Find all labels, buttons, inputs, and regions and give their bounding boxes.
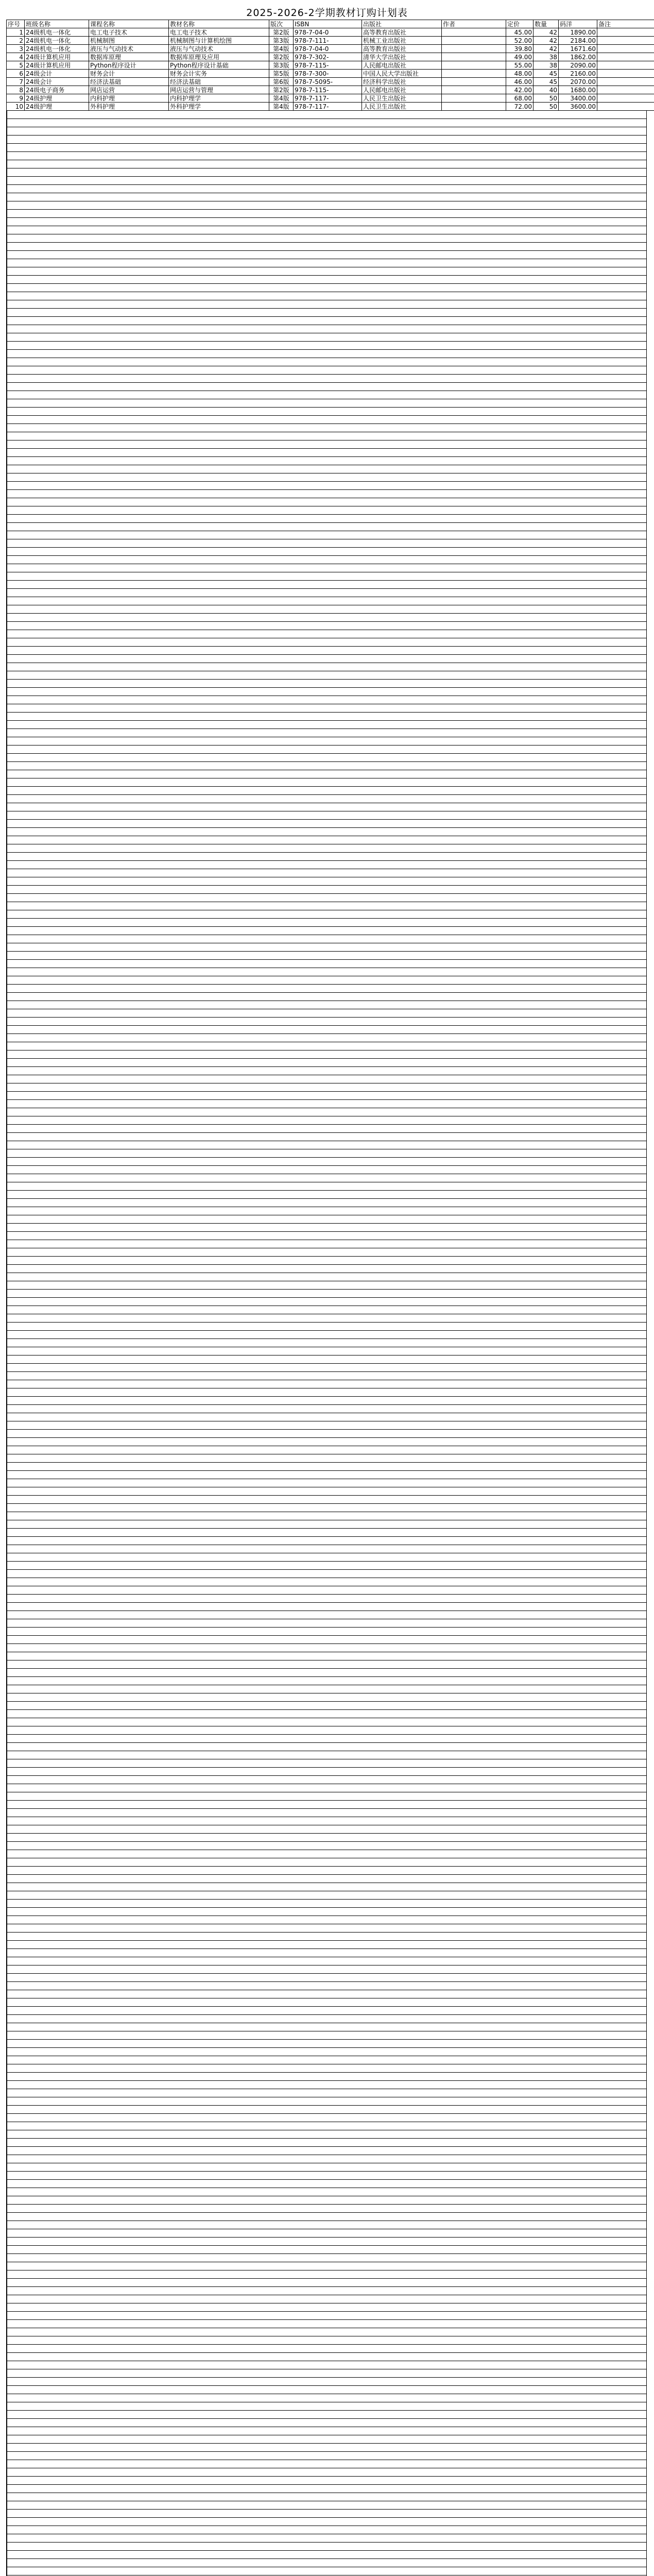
table-cell: 978-7-115- <box>294 61 362 70</box>
table-cell: 72.00 <box>506 103 533 111</box>
table-cell: 978-7-117- <box>294 94 362 103</box>
column-header: ISBN <box>294 20 362 28</box>
table-cell <box>442 61 506 70</box>
table-cell: 液压与气动技术 <box>169 45 269 53</box>
table-cell: 人民卫生出版社 <box>362 94 442 103</box>
table-cell <box>442 37 506 45</box>
table-cell: 经济法基础 <box>169 78 269 86</box>
table-cell: 24级护理 <box>25 103 89 111</box>
table-cell: 48.00 <box>506 70 533 78</box>
table-continuation <box>6 110 647 2576</box>
table-cell: 3400.00 <box>559 94 597 103</box>
table-cell: 45 <box>533 70 559 78</box>
table-cell: 第2版 <box>269 86 294 94</box>
table-cell: 1680.00 <box>559 86 597 94</box>
table-cell: 网店运营与管理 <box>169 86 269 94</box>
table-cell: 9 <box>7 94 25 103</box>
table-cell: 978-7-300- <box>294 70 362 78</box>
table-cell: 42 <box>533 37 559 45</box>
column-header: 定价 <box>506 20 533 28</box>
table-cell: 第2版 <box>269 53 294 61</box>
table-cell: 2090.00 <box>559 61 597 70</box>
table-row <box>7 94 654 103</box>
column-header: 序号 <box>7 20 25 28</box>
table-cell: 外科护理 <box>89 103 169 111</box>
table-cell: 68.00 <box>506 94 533 103</box>
table-cell: 人民邮电出版社 <box>362 86 442 94</box>
table-cell: 1862.00 <box>559 53 597 61</box>
table-cell: 第4版 <box>269 45 294 53</box>
table-cell: 中国人民大学出版社 <box>362 70 442 78</box>
table-cell: 24级电子商务 <box>25 86 89 94</box>
table-cell <box>442 53 506 61</box>
table-row <box>7 37 654 45</box>
table-cell: 第4版 <box>269 94 294 103</box>
table-cell: 978-7-115- <box>294 86 362 94</box>
table-cell: 高等教育出版社 <box>362 28 442 37</box>
table-cell: 978-7-5095- <box>294 78 362 86</box>
table-cell: 财务会计实务 <box>169 70 269 78</box>
table-cell: 24级机电一体化 <box>25 37 89 45</box>
table-cell: 52.00 <box>506 37 533 45</box>
table-cell: 24级计算机应用 <box>25 53 89 61</box>
table-cell <box>442 94 506 103</box>
table-row <box>7 86 654 94</box>
column-header: 班级名称 <box>25 20 89 28</box>
column-header: 出版社 <box>362 20 442 28</box>
table-cell: 经济法基础 <box>89 78 169 86</box>
table-cell: 液压与气动技术 <box>89 45 169 53</box>
table-cell: 电工电子技术 <box>169 28 269 37</box>
column-header: 作者 <box>442 20 506 28</box>
table-cell: 电工电子技术 <box>89 28 169 37</box>
textbook-order-table <box>6 20 654 111</box>
table-cell: 数据库原理及应用 <box>169 53 269 61</box>
table-cell: 6 <box>7 70 25 78</box>
column-header: 版次 <box>269 20 294 28</box>
table-cell: 24级计算机应用 <box>25 61 89 70</box>
table-cell: 42 <box>533 28 559 37</box>
table-cell: 第4版 <box>269 103 294 111</box>
table-row <box>7 53 654 61</box>
table-cell: 55.00 <box>506 61 533 70</box>
table-cell: 10 <box>7 103 25 111</box>
table-cell: 外科护理学 <box>169 103 269 111</box>
table-cell: 39.80 <box>506 45 533 53</box>
table-cell <box>597 103 654 111</box>
table-cell: Python程序设计基础 <box>169 61 269 70</box>
table-cell: Python程序设计 <box>89 61 169 70</box>
table-row <box>7 45 654 53</box>
column-header: 备注 <box>597 20 654 28</box>
page-title: 2025-2026-2学期教材订购计划表 <box>246 7 408 19</box>
table-cell: 机械制图与计算机绘图 <box>169 37 269 45</box>
table-cell: 第5版 <box>269 70 294 78</box>
table-cell <box>597 70 654 78</box>
column-header: 教材名称 <box>169 20 269 28</box>
table-cell <box>442 103 506 111</box>
table-cell <box>442 28 506 37</box>
table-cell: 高等教育出版社 <box>362 45 442 53</box>
table-cell: 24级会计 <box>25 78 89 86</box>
table-cell: 4 <box>7 53 25 61</box>
table-cell: 内科护理 <box>89 94 169 103</box>
table-cell: 24级机电一体化 <box>25 28 89 37</box>
table-cell: 1890.00 <box>559 28 597 37</box>
table-cell: 2184.00 <box>559 37 597 45</box>
table-cell: 49.00 <box>506 53 533 61</box>
table-cell <box>597 37 654 45</box>
table-cell: 经济科学出版社 <box>362 78 442 86</box>
table-cell: 第6版 <box>269 78 294 86</box>
table-cell: 财务会计 <box>89 70 169 78</box>
table-body <box>7 28 654 111</box>
table-cell: 978-7-04-0 <box>294 45 362 53</box>
table-cell: 24级会计 <box>25 70 89 78</box>
table-cell: 3 <box>7 45 25 53</box>
table-cell: 38 <box>533 53 559 61</box>
table-cell: 第3版 <box>269 61 294 70</box>
table-cell <box>442 70 506 78</box>
table-cell: 机械工业出版社 <box>362 37 442 45</box>
table-cell: 第3版 <box>269 37 294 45</box>
table-cell: 45.00 <box>506 28 533 37</box>
table-row <box>7 61 654 70</box>
table-cell: 978-7-04-0 <box>294 28 362 37</box>
table-cell: 2160.00 <box>559 70 597 78</box>
table-cell <box>597 78 654 86</box>
table-cell: 24级机电一体化 <box>25 45 89 53</box>
column-header: 课程名称 <box>89 20 169 28</box>
table-row <box>7 28 654 37</box>
table-cell: 3600.00 <box>559 103 597 111</box>
table-cell <box>597 53 654 61</box>
table-cell: 45 <box>533 78 559 86</box>
table-cell: 42.00 <box>506 86 533 94</box>
table-cell: 42 <box>533 45 559 53</box>
table-cell: 978-7-117- <box>294 103 362 111</box>
table-cell: 人民卫生出版社 <box>362 103 442 111</box>
table-cell: 8 <box>7 86 25 94</box>
table-cell: 1671.60 <box>559 45 597 53</box>
table-row <box>7 78 654 86</box>
table-cell: 24级护理 <box>25 94 89 103</box>
table-cell: 数据库原理 <box>89 53 169 61</box>
table-cell <box>597 86 654 94</box>
table-cell: 人民邮电出版社 <box>362 61 442 70</box>
table-header-row <box>7 20 654 28</box>
table-cell: 5 <box>7 61 25 70</box>
table-cell: 40 <box>533 86 559 94</box>
column-header: 码洋 <box>559 20 597 28</box>
table-cell: 第2版 <box>269 28 294 37</box>
table-cell: 网店运营 <box>89 86 169 94</box>
table-cell: 38 <box>533 61 559 70</box>
table-cell <box>597 28 654 37</box>
table-cell: 2070.00 <box>559 78 597 86</box>
table-cell: 50 <box>533 94 559 103</box>
table-cell: 2 <box>7 37 25 45</box>
table-cell: 清华大学出版社 <box>362 53 442 61</box>
table-cell: 1 <box>7 28 25 37</box>
table-cell <box>442 45 506 53</box>
table-row <box>7 70 654 78</box>
table-cell <box>442 86 506 94</box>
table-cell: 机械制图 <box>89 37 169 45</box>
table-cell: 7 <box>7 78 25 86</box>
table-cell: 50 <box>533 103 559 111</box>
column-header: 数量 <box>533 20 559 28</box>
table-cell <box>597 45 654 53</box>
table-row <box>7 103 654 111</box>
table-cell <box>597 94 654 103</box>
table-cell: 46.00 <box>506 78 533 86</box>
table-cell: 内科护理学 <box>169 94 269 103</box>
table-cell <box>442 78 506 86</box>
table-cell: 978-7-111- <box>294 37 362 45</box>
table-cell: 978-7-302- <box>294 53 362 61</box>
table-cell <box>597 61 654 70</box>
